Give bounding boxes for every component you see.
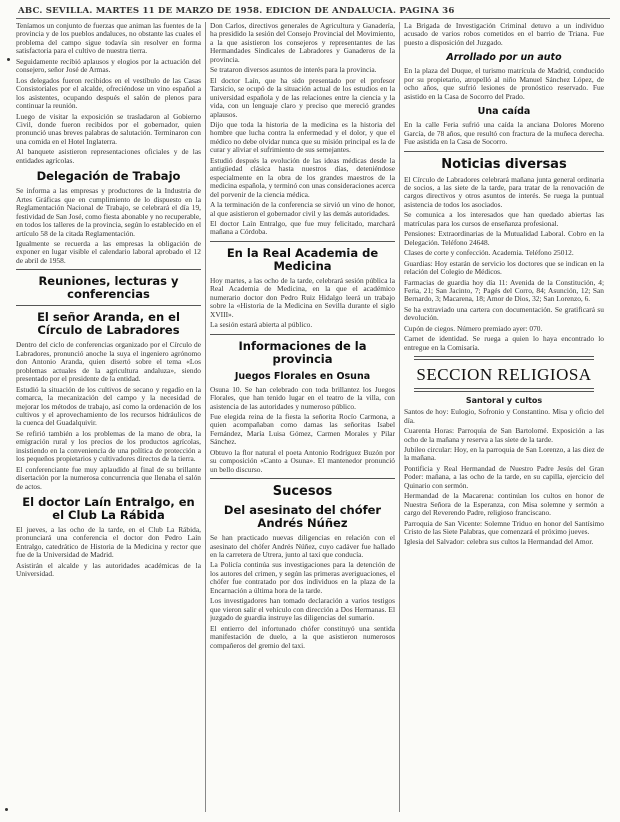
article-paragraph: Clases de corte y confección. Academia. Teléfono 25012. — [404, 248, 574, 258]
headline-aranda: El señor Aranda, en el Círculo de Labradores — [37, 310, 180, 338]
article-paragraph: Fue elegida reina de la fiesta la señorita Rocío Carmona, a quien acompañaban como damas las señoritas Isabel Fernández, María Luisa Gómez, Carmen Morales y Pilar Sánchez. — [210, 411, 395, 447]
article-paragraph: Asistirán el alcalde y las autoridades académicas de la Universidad. — [16, 560, 201, 579]
article-paragraph: El Círculo de Labradores celebrará mañana junta general ordinaria de socios, a las siete de la tarde, para tratar de la renovación de cargos directivos y otros asuntos de interés. Se ruega la puntual asistencia de todos los asociados. — [404, 174, 604, 209]
column-rule — [399, 22, 400, 812]
article-paragraph: Dentro del ciclo de conferencias organizado por el Círculo de Labradores, pronunció anoche la suya el ingeniero agrónomo don Antonio Aranda, quien disertó sobre el tema «Los problemas actuales de la agricultura andaluza», siendo presentado por el presidente de la entidad. — [16, 340, 201, 384]
section-divider — [210, 241, 395, 242]
margin-mark-bottom — [5, 808, 8, 811]
article-paragraph: Los delegados fueron recibidos en el vestíbulo de las Casas Consistoriales por el alcalde, ofreciéndose un vino español a los asistentes, ocupando después el salón de plenos para continuar la reunión. — [16, 75, 201, 111]
article-paragraph: La Brigada de Investigación Criminal detuvo a un individuo acusado de varios robos cometidos en el barrio de Triana. Fue puesto a disposición del Juzgado. — [404, 22, 604, 47]
article-paragraph: Pontificia y Real Hermandad de Nuestro Padre Jesús del Gran Poder: mañana, a las ocho de la tarde, en su capilla, ejercicio del Quinario con sermón. — [404, 463, 604, 490]
article-paragraph: Obtuvo la flor natural el poeta Antonio Rodríguez Buzón por su composición «Canto a Osuna». El mantenedor pronunció un bello discurso. — [210, 447, 395, 474]
article-paragraph: Se trataron diversos asuntos de interés para la provincia. — [210, 65, 377, 75]
ornament-divider — [414, 388, 594, 392]
article-paragraph: Dijo que toda la historia de la medicina es la historia del hombre que lucha contra la enfermedad y el dolor, y que el médico no debe olvidar nunca que su misión principal es la de curar y aliviar el sufrimiento de sus semejantes. — [210, 119, 395, 155]
section-divider — [16, 269, 201, 270]
article-paragraph: En la plaza del Duque, el turismo matrícula de Madrid, conducido por su propietario, atropelló al niño Manuel Sánchez López, de ocho años, que sufrió lesiones de pronóstico reservado. Fue asistido en la Casa de Socorro del Prado. — [404, 66, 604, 101]
headline-seccion-religiosa: SECCION RELIGIOSA — [416, 365, 592, 385]
article-paragraph: Farmacias de guardia hoy día 11: Avenida de la Constitución, 4; Feria, 21; San Jacinto, 7; Pagés del Corro, 84; Asunción, 12; San Bernardo, 3; Macarena, 18; Amor de Dios, 32; San Lorenzo, 6. — [404, 277, 604, 304]
headline-noticias-diversas: Noticias diversas — [441, 156, 567, 172]
article-paragraph: Igualmente se recuerda a las empresas la obligación de exponer en lugar visible el calendario laboral aprobado el 12 de abril de 1958. — [16, 238, 201, 265]
subhead-santoral: Santoral y cultos — [465, 396, 543, 406]
article-paragraph: Los investigadores han tomado declaración a varios testigos que vieron salir el vehículo con dirección a Dos Hermanas. El juzgado de guardia instruye las diligencias del sumario. — [210, 596, 395, 623]
column-2 — [210, 22, 395, 814]
article-paragraph: Cuarenta Horas: Parroquia de San Bartolomé. Exposición a las ocho de la mañana y reserva a las siete de la tarde. — [404, 426, 604, 444]
article-paragraph: Estudió la situación de los cultivos de secano y regadío en la comarca, la mecanización del campo y la necesidad de mejorar los métodos de trabajo, así como la ordenación de los cultivos y el aprovechamiento de los recursos hidráulicos de la cuenca del Guadalquivir. — [16, 384, 201, 428]
headline-provincia: Informaciones de la provincia — [238, 338, 367, 366]
article-paragraph: La sesión estará abierta al público. — [210, 320, 313, 330]
article-paragraph: A la terminación de la conferencia se sirvió un vino de honor, al que asistieron el gobernador civil y las demás autoridades. — [210, 200, 395, 218]
article-paragraph: Hoy martes, a las ocho de la tarde, celebrará sesión pública la Real Academia de Medicina, en la que el académico numerario doctor don Pedro Ruiz Hidalgo leerá un trabajo sobre la «Historia de la Medicina en Sevilla durante el siglo XVIII». — [210, 275, 395, 319]
headline-caida: Una caída — [477, 106, 531, 118]
article-paragraph: Luego de visitar la exposición se trasladaron al Gobierno Civil, donde fueron recibidos por el gobernador, quien pronunció unas breves palabras de salutación. Terminaron con una comida en el Hotel Inglaterra. — [16, 111, 201, 146]
article-paragraph: Teníamos un conjunto de fuerzas que animan las fuentes de la provincia y de los pueblos andaluces, no obstante las cuales el problema del campo sigue todavía sin resolver en forma satisfactoria para el cultivo de nuestra tierra. — [16, 22, 201, 56]
article-paragraph: El jueves, a las ocho de la tarde, en el Club La Rábida, pronunciará una conferencia el doctor don Pedro Laín Entralgo, catedrático de Historia de la Medicina y rector que fue de la Universidad de Madrid. — [16, 525, 201, 560]
article-paragraph: Seguidamente recibió aplausos y elogios por la actuación del consejero, señor José de Armas. — [16, 56, 201, 75]
article-paragraph: Pensiones: Extraordinarias de la Mutualidad Laboral. Cobro en la Delegación. Teléfono 24648. — [404, 229, 604, 247]
headline-lain-entralgo: El doctor Laín Entralgo, en el Club La Rábida — [22, 495, 195, 523]
header-rule — [16, 18, 610, 19]
section-divider — [404, 151, 604, 152]
article-paragraph: Se han practicado nuevas diligencias en relación con el asesinato del chófer Andrés Núñez, cuyo cadáver fue hallado en la carretera de Utrera, junto al taxi que conducía. — [210, 533, 395, 560]
article-paragraph: El doctor Laín, que ha sido presentado por el profesor Tarsicio, se ocupó de la situación actual de los estudios en la universidad española y de las relaciones entre la ciencia y la vida, con un lenguaje claro y preciso que mereció grandes aplausos. — [210, 75, 395, 119]
article-paragraph: Parroquia de San Vicente: Solemne Triduo en honor del Santísimo Cristo de las Siete Palabras, que comenzará el próximo jueves. — [404, 518, 604, 537]
headline-arrollado: Arrollado por un auto — [446, 52, 562, 64]
article-paragraph: Se ha extraviado una cartera con documentación. Se gratificará su devolución. — [404, 304, 604, 323]
article-paragraph: En la calle Feria sufrió una caída la anciana Dolores Moreno García, de 78 años, que resultó con fractura de la muñeca derecha. Fue asistida en la Casa de Socorro. — [404, 120, 604, 147]
article-paragraph: Santos de hoy: Eulogio, Sofronio y Constantino. Misa y oficio del día. — [404, 407, 604, 425]
article-paragraph: La Policía continúa sus investigaciones para la detención de los autores del crimen, y según las primeras averiguaciones, el chófer fue contratado por dos individuos en la plaza de la Encarnación a última hora de la tarde. — [210, 560, 395, 595]
article-paragraph: Estudió después la evolución de las ideas médicas desde la antigüedad clásica hasta nuestros días, deteniéndose especialmente en la obra de los grandes maestros de la medicina española, y terminó con unas consideraciones acerca del porvenir de la ciencia médica. — [210, 155, 395, 199]
article-paragraph: Jubileo circular: Hoy, en la parroquia de San Lorenzo, a las diez de la mañana. — [404, 444, 604, 463]
ornament-divider — [414, 356, 594, 360]
article-paragraph: El entierro del infortunado chófer constituyó una sentida manifestación de duelo, a la que asistieron numerosos compañeros del gremio del taxi. — [210, 623, 395, 650]
article-paragraph: Se comunica a los interesados que han quedado abiertas las matrículas para los cursos de enseñanza profesional. — [404, 210, 604, 228]
headline-real-academia: En la Real Academia de Medicina — [226, 245, 379, 273]
margin-mark — [7, 58, 10, 61]
headline-sucesos: Sucesos — [272, 484, 333, 500]
running-head: ABC. SEVILLA. MARTES 11 DE MARZO DE 1958. EDICION DE ANDALUCIA. PAGINA 36 — [18, 6, 455, 16]
article-paragraph: Don Carlos, directivos generales de Agricultura y Ganadería, ha presidido la sesión del Consejo Provincial del Movimiento, a la que asistieron los consejeros y representantes de las Hermandades Sindicales de Labradores y Ganaderos de la provincia. — [210, 22, 395, 64]
section-divider — [210, 478, 395, 479]
headline-reuniones: Reuniones, lecturas y conferencias — [38, 274, 179, 302]
section-divider — [16, 305, 201, 306]
article-paragraph: El conferenciante fue muy aplaudido al final de su brillante disertación por la numerosa concurrencia que llenaba el salón de actos. — [16, 464, 201, 491]
headline-delegacion-trabajo: Delegación de Trabajo — [36, 169, 181, 184]
article-paragraph: Se informa a las empresas y productores de la Industria de Artes Gráficas que en cumplimiento de lo dispuesto en la Reglamentación Nacional de Trabajo, se celebrará el día 19, festividad de San José, como fiesta abonable y no recuperable, en todos los talleres de la provincia, según lo establecido en el artículo 58 de la citada Reglamentación. — [16, 186, 201, 238]
article-paragraph: Osuna 10. Se han celebrado con toda brillantez los Juegos Florales, que han tenido lugar en el teatro de la villa, con asistencia de las autoridades y numeroso público. — [210, 384, 395, 411]
article-paragraph: Guardias: Hoy estarán de servicio los doctores que se indican en la relación del Colegio de Médicos. — [404, 258, 604, 277]
article-paragraph: Hermandad de la Macarena: continúan los cultos en honor de Nuestra Señora de la Esperanza, con Misa solemne y sermón a cargo del Reverendo Padre, religioso franciscano. — [404, 491, 604, 518]
article-paragraph: Carnet de identidad. Se ruega a quien lo haya encontrado lo entregue en la Comisaría. — [404, 334, 604, 352]
article-paragraph: Cupón de ciegos. Número premiado ayer: 070. — [404, 323, 543, 333]
article-paragraph: Al banquete asistieron representaciones oficiales y de las entidades agrícolas. — [16, 147, 201, 165]
column-3 — [404, 22, 604, 814]
section-divider — [210, 334, 395, 335]
column-1 — [16, 22, 201, 814]
article-paragraph: Se refirió también a los problemas de la mano de obra, la emigración rural y los precios de los productos agrícolas, insistiendo en la conveniencia de una política de protección a los pequeños propietarios y cultivadores directos de la tierra. — [16, 428, 201, 464]
article-paragraph: Iglesia del Salvador: celebra sus cultos la Hermandad del Amor. — [404, 537, 594, 547]
headline-juegos-florales: Juegos Florales en Osuna — [234, 370, 371, 382]
article-paragraph: El doctor Laín Entralgo, que fue muy felicitado, marchará mañana a Córdoba. — [210, 218, 395, 237]
column-rule — [205, 22, 206, 812]
headline-chofer: Del asesinato del chófer Andrés Núñez — [223, 503, 382, 531]
